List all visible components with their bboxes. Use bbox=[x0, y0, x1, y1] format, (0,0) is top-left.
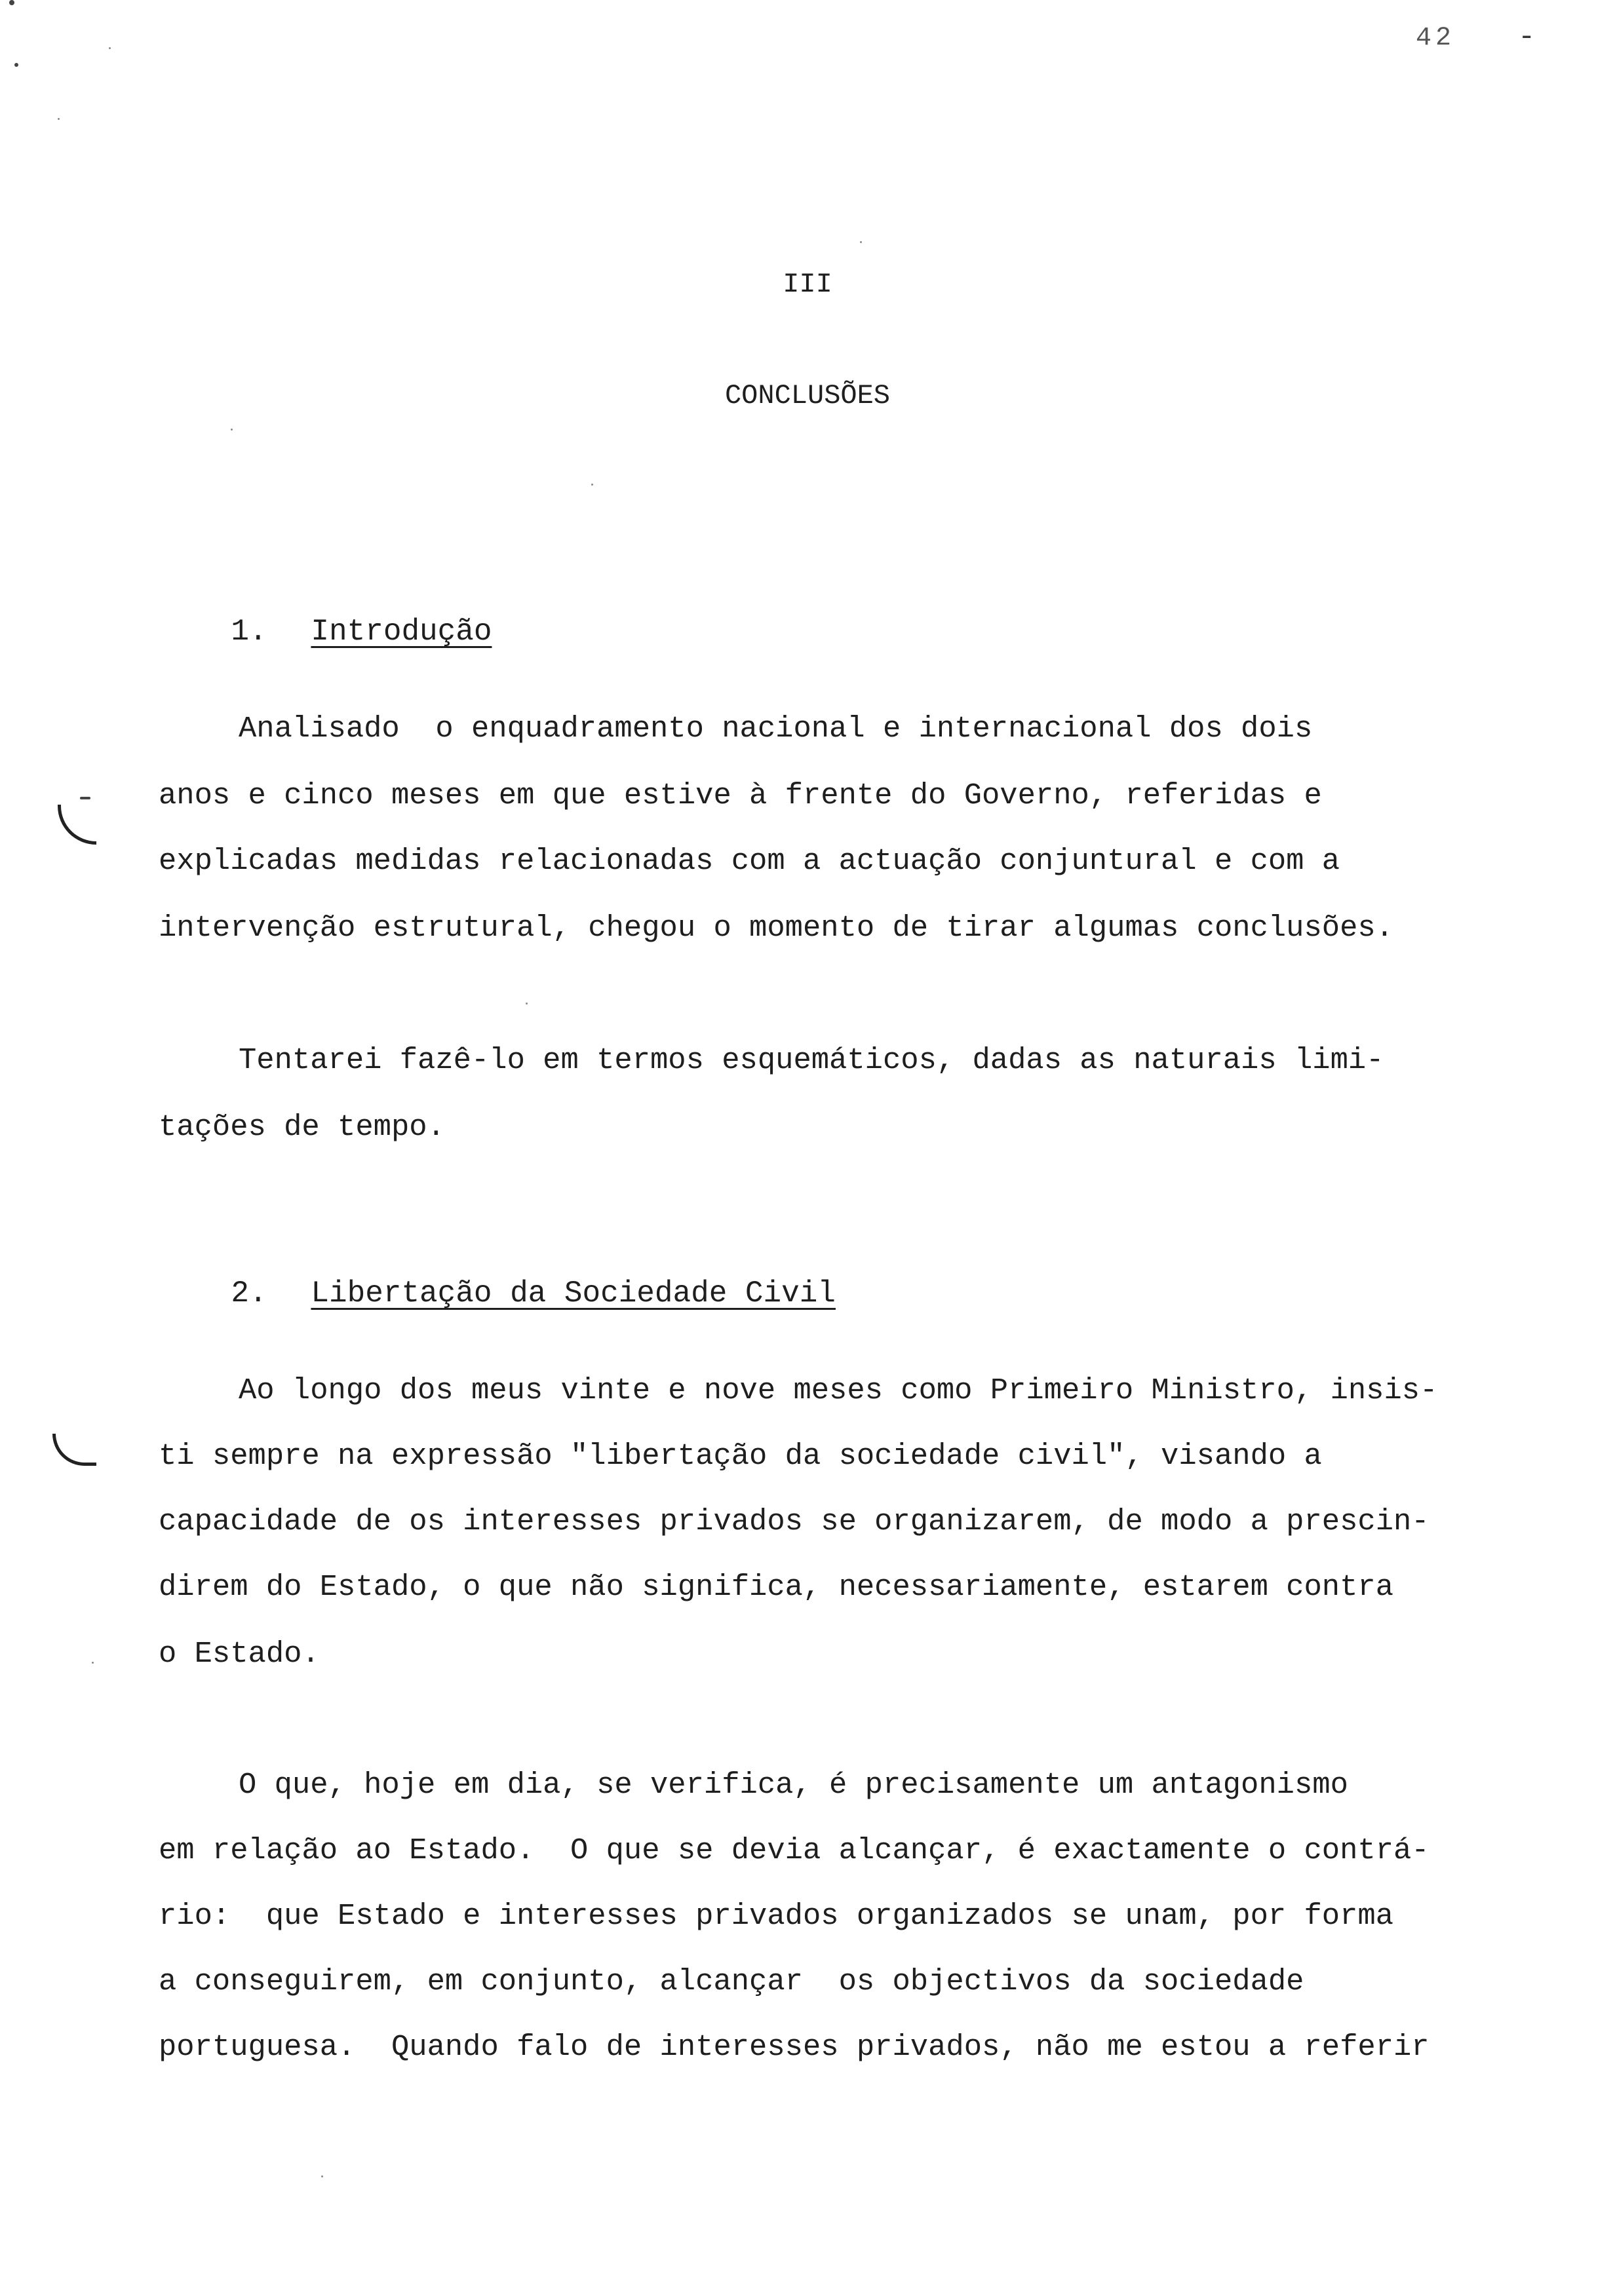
paragraph-line: portuguesa. Quando falo de interesses privados, não me estou a referir bbox=[159, 2030, 1430, 2064]
margin-tick-mark bbox=[80, 797, 90, 799]
scan-speck bbox=[321, 2175, 323, 2177]
section-number: 2. bbox=[231, 1276, 267, 1311]
margin-bracket-mark bbox=[52, 1434, 96, 1466]
margin-bracket-mark bbox=[58, 805, 96, 845]
paragraph-line: o Estado. bbox=[159, 1637, 320, 1671]
section-title: Libertação da Sociedade Civil bbox=[311, 1276, 836, 1311]
paragraph-line: explicadas medidas relacionadas com a actuação conjuntural e com a bbox=[159, 844, 1340, 878]
scan-speck bbox=[92, 1662, 94, 1664]
section-title: Introdução bbox=[311, 615, 492, 649]
paragraph-line: tações de tempo. bbox=[159, 1110, 445, 1144]
paragraph-line: Tentarei fazê-lo em termos esquemáticos, dadas as naturais limi- bbox=[239, 1043, 1384, 1077]
scan-speck bbox=[9, 0, 14, 5]
paragraph-line: em relação ao Estado. O que se devia alcançar, é exactamente o contrá- bbox=[159, 1833, 1430, 1867]
paragraph-line: a conseguirem, em conjunto, alcançar os objectivos da sociedade bbox=[159, 1964, 1304, 1999]
scan-speck bbox=[14, 63, 18, 67]
scan-speck bbox=[109, 47, 111, 49]
section-heading-introducao bbox=[159, 581, 492, 683]
paragraph-line: Analisado o enquadramento nacional e internacional dos dois bbox=[239, 712, 1313, 746]
paragraph-line: O que, hoje em dia, se verifica, é precisamente um antagonismo bbox=[239, 1768, 1348, 1802]
paragraph-line: Ao longo dos meus vinte e nove meses como Primeiro Ministro, insis- bbox=[239, 1373, 1438, 1407]
chapter-title: CONCLUSÕES bbox=[724, 380, 891, 411]
page-number: 42 bbox=[1416, 24, 1456, 53]
scan-speck bbox=[526, 1003, 528, 1004]
paragraph-line: direm do Estado, o que não significa, necessariamente, estarem contra bbox=[159, 1570, 1394, 1604]
chapter-numeral: III bbox=[783, 269, 832, 300]
section-heading-libertacao bbox=[159, 1242, 836, 1345]
scan-speck bbox=[231, 429, 233, 430]
scan-speck bbox=[860, 241, 862, 243]
scan-speck bbox=[591, 484, 593, 486]
page-number-dash: - bbox=[1518, 21, 1536, 54]
scan-speck bbox=[58, 118, 60, 120]
paragraph-line: capacidade de os interesses privados se organizarem, de modo a prescin- bbox=[159, 1504, 1430, 1539]
paragraph-line: rio: que Estado e interesses privados organizados se unam, por forma bbox=[159, 1899, 1394, 1933]
section-number: 1. bbox=[231, 615, 267, 649]
paragraph-line: anos e cinco meses em que estive à frente do Governo, referidas e bbox=[159, 778, 1322, 813]
paragraph-line: ti sempre na expressão "libertação da sociedade civil", visando a bbox=[159, 1439, 1322, 1473]
paragraph-line: intervenção estrutural, chegou o momento de tirar algumas conclusões. bbox=[159, 911, 1394, 945]
